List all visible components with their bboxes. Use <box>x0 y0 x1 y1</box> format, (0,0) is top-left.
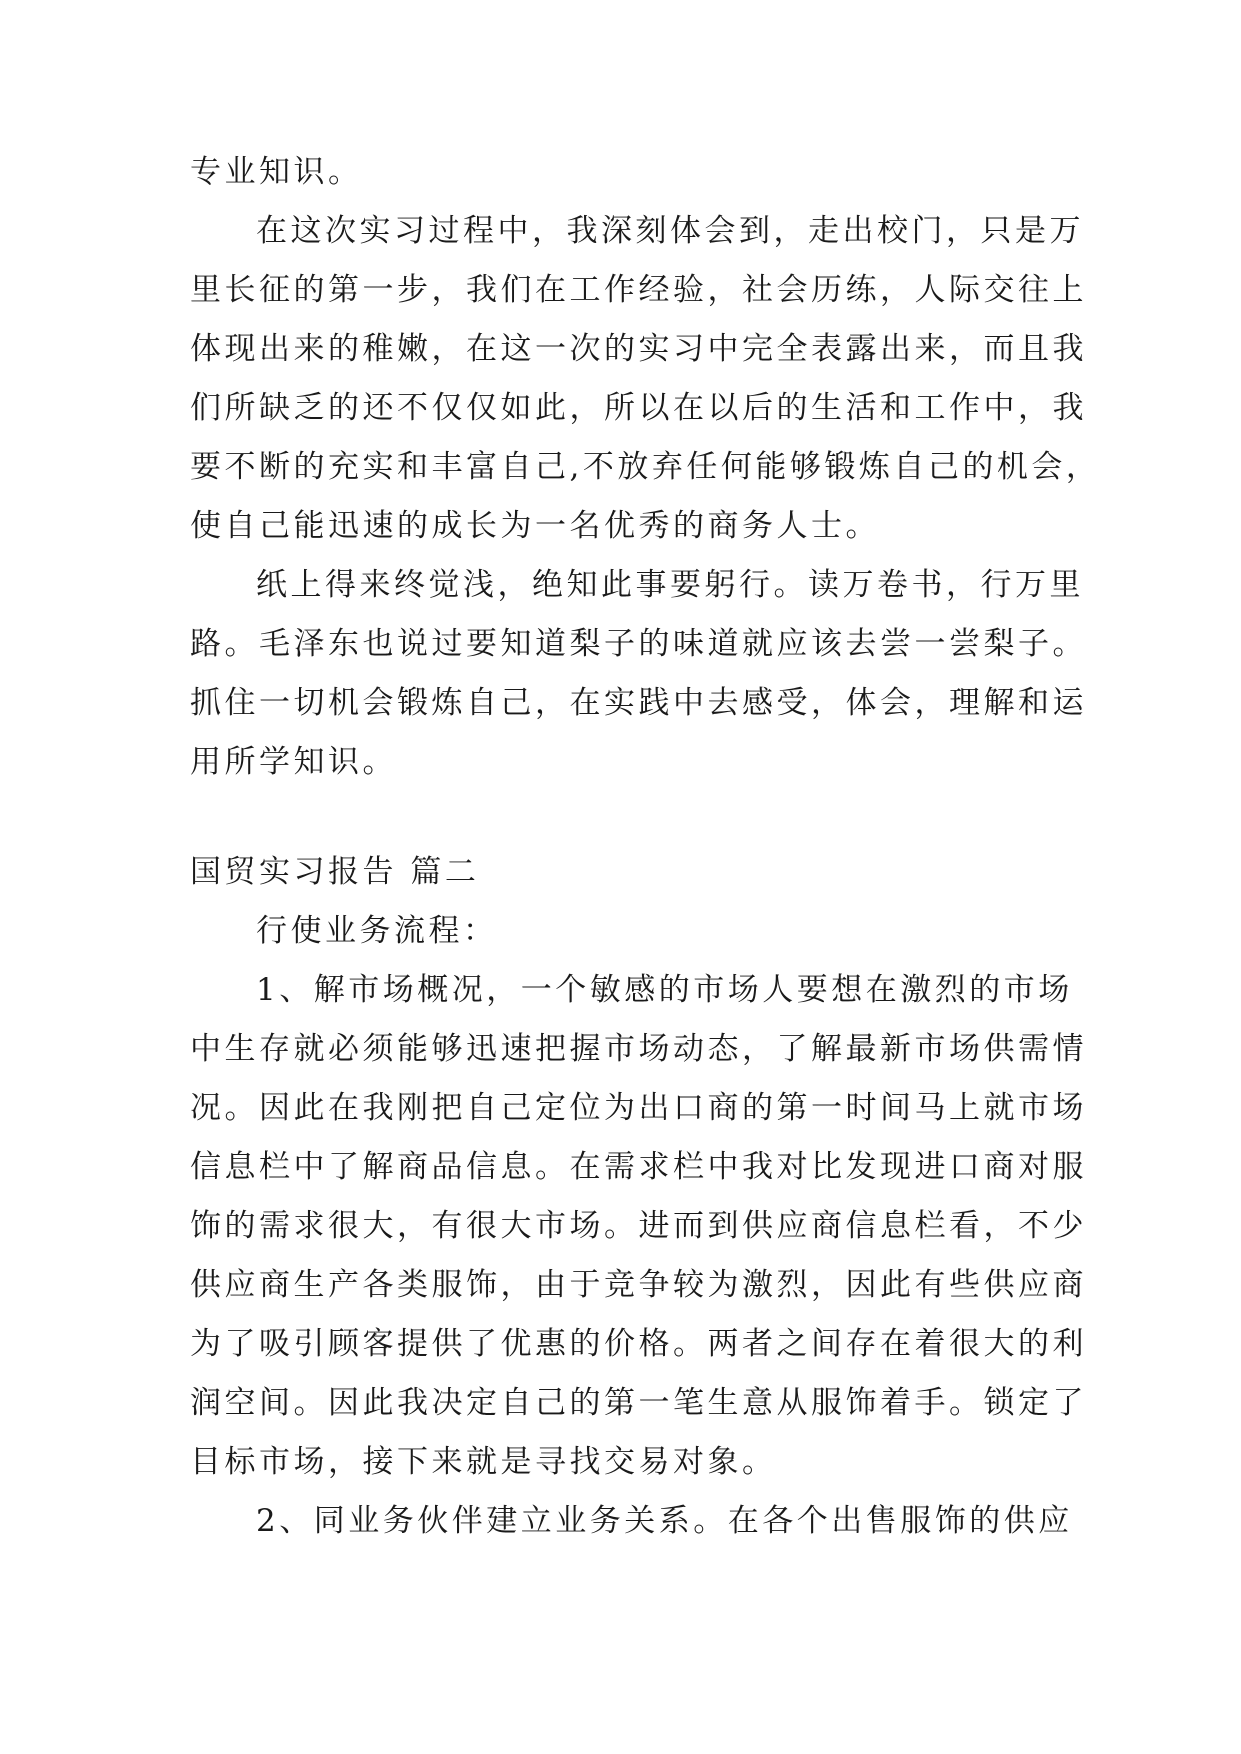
paragraph-line: 纸上得来终觉浅，绝知此事要躬行。读万卷书，行万里 <box>256 567 1084 603</box>
paragraph-line: 1、解市场概况，一个敏感的市场人要想在激烈的市场 <box>256 972 1073 1008</box>
paragraph-line: 在这次实习过程中，我深刻体会到，走出校门，只是万 <box>256 213 1084 249</box>
paragraph-line: 们所缺乏的还不仅仅如此，所以在以后的生活和工作中，我 <box>190 390 1087 426</box>
paragraph-line: 为了吸引顾客提供了优惠的价格。两者之间存在着很大的利 <box>190 1326 1087 1362</box>
body-text-part1 <box>190 143 1101 792</box>
paragraph-line: 润空间。因此我决定自己的第一笔生意从服饰着手。锁定了 <box>190 1385 1087 1421</box>
paragraph-line: 路。毛泽东也说过要知道梨子的味道就应该去尝一尝梨子。 <box>190 626 1087 662</box>
paragraph-line: 饰的需求很大，有很大市场。进而到供应商信息栏看，不少 <box>190 1208 1087 1244</box>
paragraph-line: 里长征的第一步，我们在工作经验，社会历练，人际交往上 <box>190 272 1087 308</box>
section-heading <box>190 843 1080 902</box>
paragraph-line: 要不断的充实和丰富自己,不放弃任何能够锻炼自己的机会， <box>190 449 1101 485</box>
paragraph-line: 目标市场，接下来就是寻找交易对象。 <box>190 1444 777 1480</box>
paragraph-line: 供应商生产各类服饰，由于竞争较为激烈，因此有些供应商 <box>190 1267 1087 1303</box>
paragraph-line: 2、同业务伙伴建立业务关系。在各个出售服饰的供应 <box>256 1503 1073 1539</box>
paragraph-line: 用所学知识。 <box>190 744 397 780</box>
paragraph-line: 使自己能迅速的成长为一名优秀的商务人士。 <box>190 508 880 544</box>
body-text-part2 <box>190 902 1087 1551</box>
paragraph-line: 体现出来的稚嫩，在这一次的实习中完全表露出来，而且我 <box>190 331 1087 367</box>
paragraph-line: 专业知识。 <box>190 154 363 190</box>
paragraph-line: 信息栏中了解商品信息。在需求栏中我对比发现进口商对服 <box>190 1149 1087 1185</box>
paragraph-line: 中生存就必须能够迅速把握市场动态，了解最新市场供需情 <box>190 1031 1087 1067</box>
paragraph-line: 抓住一切机会锻炼自己，在实践中去感受，体会，理解和运 <box>190 685 1087 721</box>
paragraph-line: 况。因此在我刚把自己定位为出口商的第一时间马上就市场 <box>190 1090 1087 1126</box>
paragraph-line: 行使业务流程： <box>256 913 498 949</box>
heading-text: 国贸实习报告 篇二 <box>190 854 480 890</box>
